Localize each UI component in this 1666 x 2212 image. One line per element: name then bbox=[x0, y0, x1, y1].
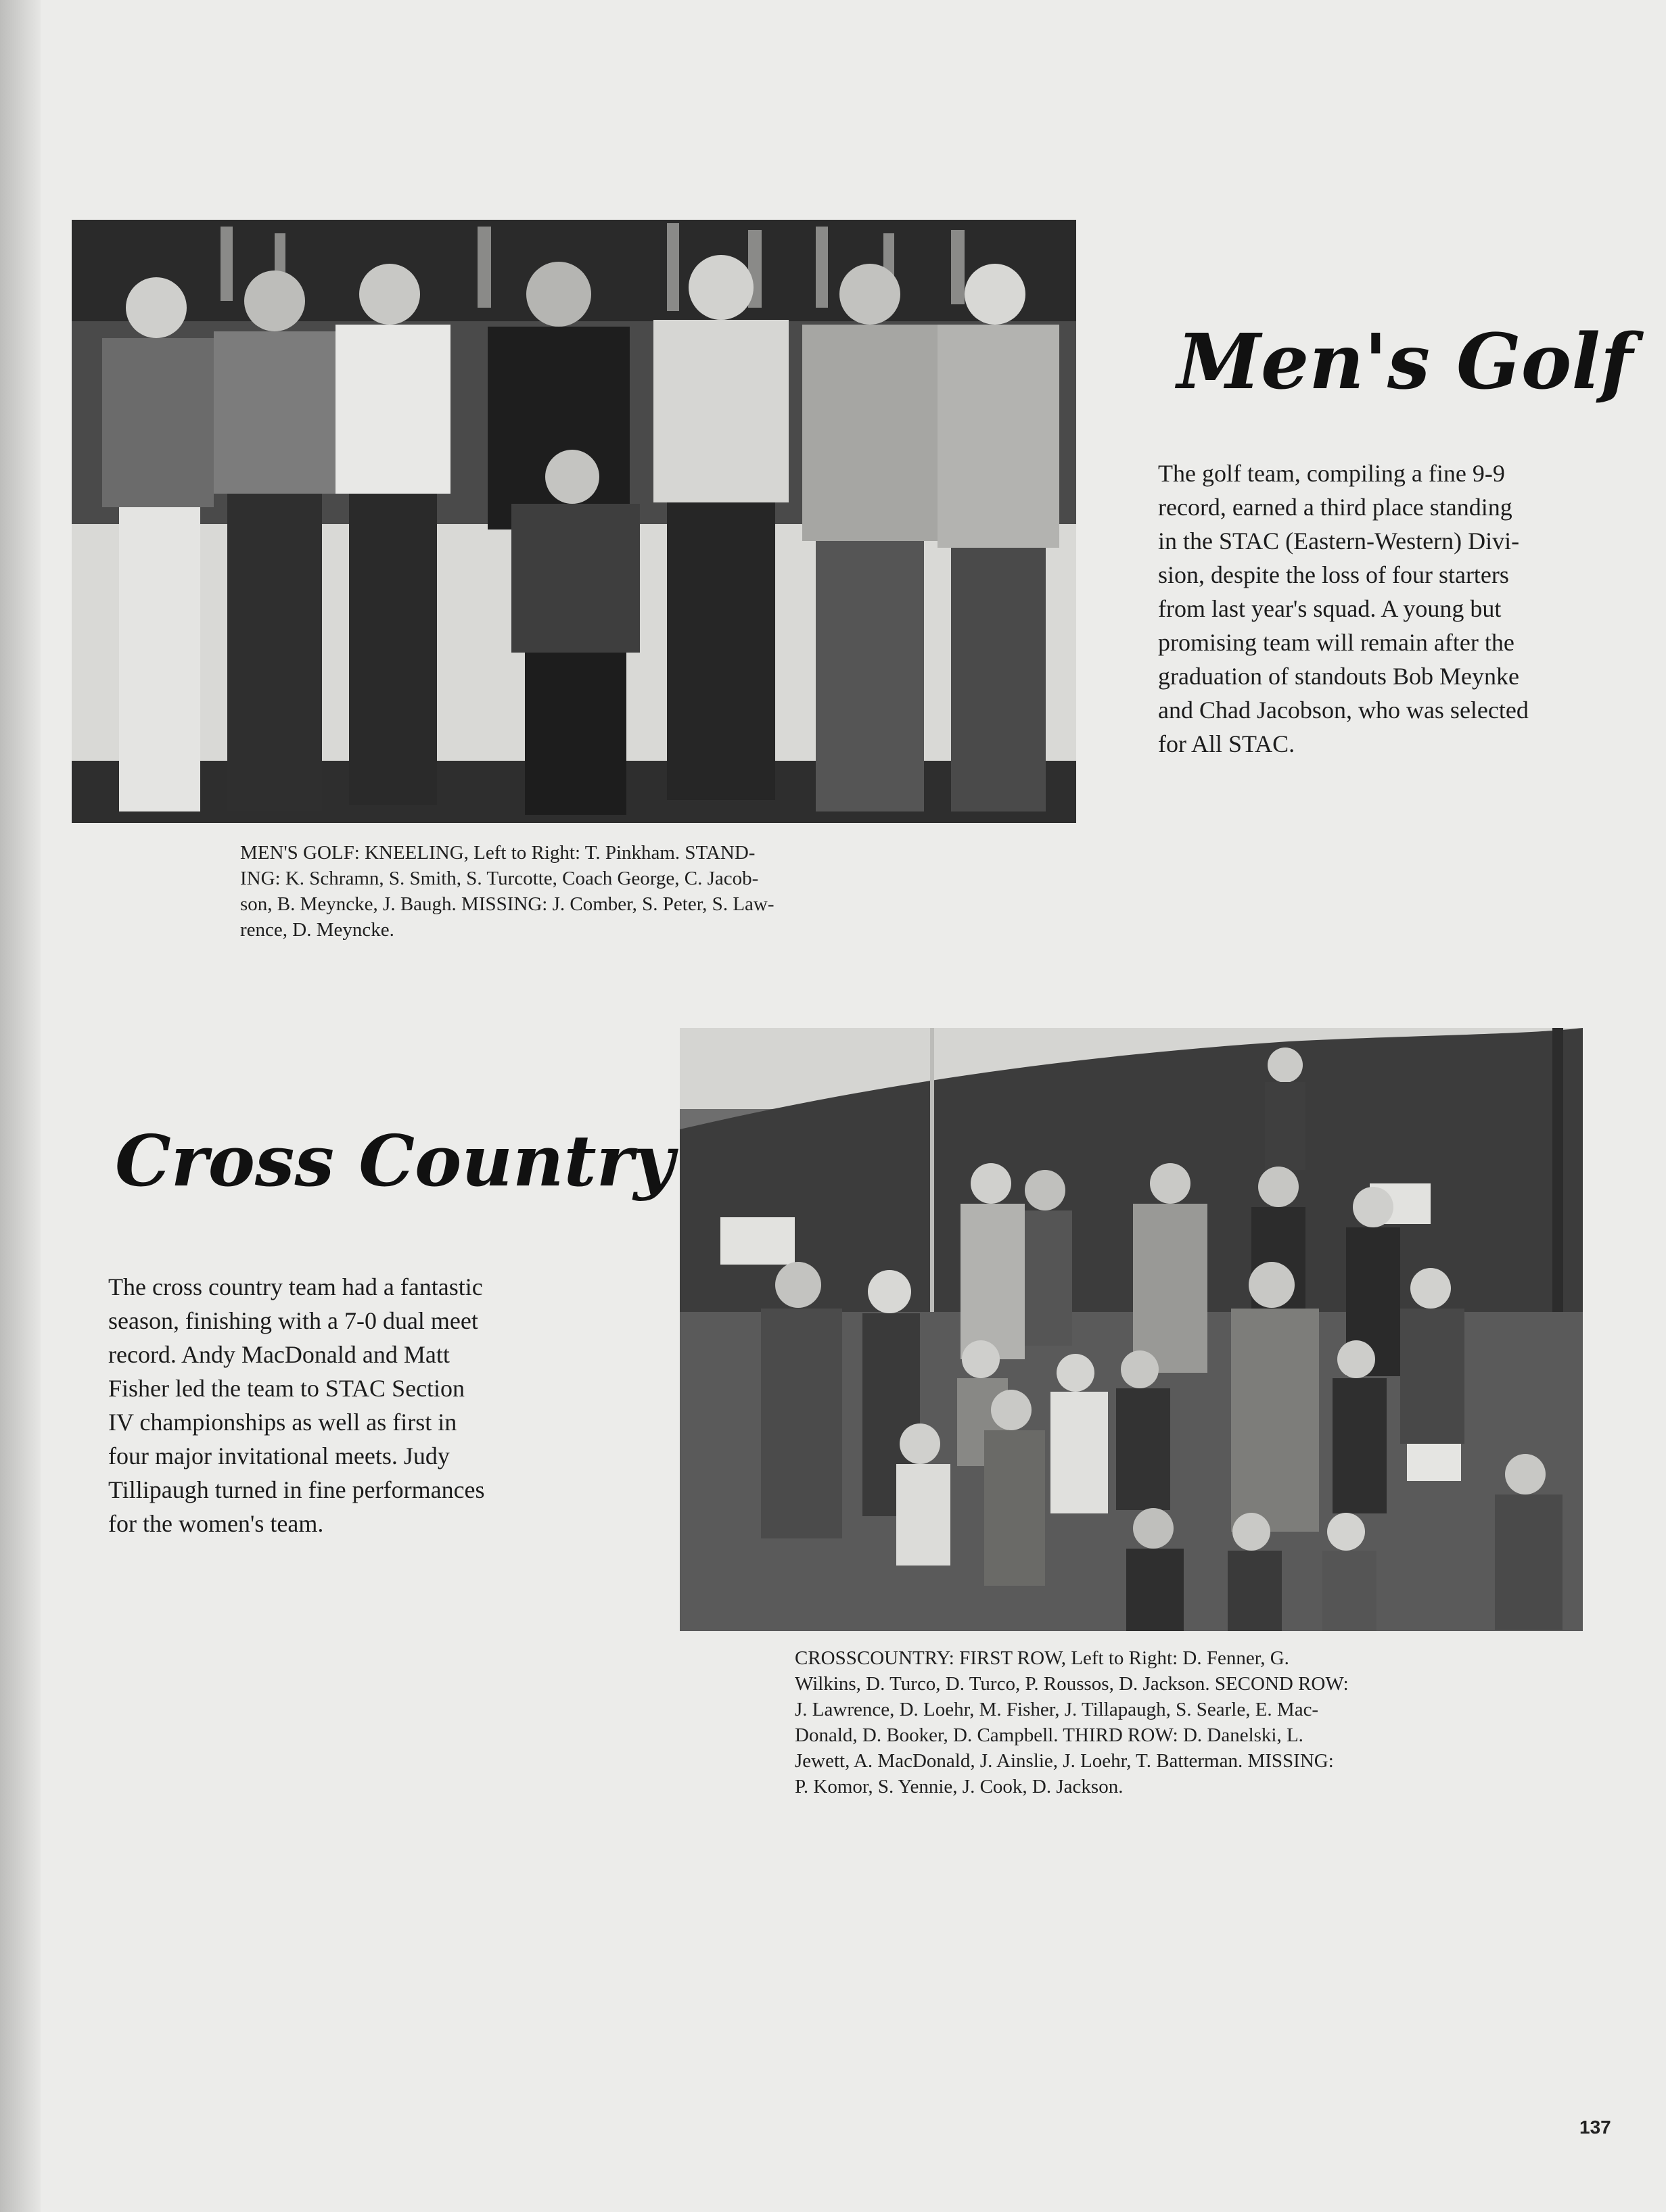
cross-country-body-text bbox=[108, 1270, 582, 1540]
golf-caption-line: son, B. Meyncke, J. Baugh. MISSING: J. Comber, S. Peter, S. Law- bbox=[240, 893, 774, 915]
cross-country-caption-line: P. Komor, S. Yennie, J. Cook, D. Jackson. bbox=[795, 1776, 1124, 1797]
cross-country-caption-line: Donald, D. Booker, D. Campbell. THIRD ROW: D. Danelski, L. bbox=[795, 1724, 1303, 1746]
cross-country-body-line: Fisher led the team to STAC Section bbox=[108, 1375, 465, 1402]
cross-country-body-line: IV championships as well as first in bbox=[108, 1409, 457, 1436]
golf-body-line: in the STAC (Eastern-Western) Divi- bbox=[1158, 527, 1520, 555]
golf-team-photo bbox=[72, 220, 1076, 823]
cross-country-body-line: for the women's team. bbox=[108, 1510, 324, 1537]
cross-country-body-line: record. Andy MacDonald and Matt bbox=[108, 1341, 450, 1368]
cross-country-photo-illustration bbox=[680, 1028, 1583, 1631]
cross-country-caption-line: CROSSCOUNTRY: FIRST ROW, Left to Right: D. Fenner, G. bbox=[795, 1647, 1289, 1669]
golf-body-line: graduation of standouts Bob Meynke bbox=[1158, 663, 1519, 690]
golf-body-line: from last year's squad. A young but bbox=[1158, 595, 1502, 622]
golf-photo-illustration bbox=[72, 220, 1076, 823]
golf-body-text bbox=[1158, 456, 1591, 761]
cross-country-team-photo bbox=[680, 1028, 1583, 1631]
golf-body-line: promising team will remain after the bbox=[1158, 629, 1514, 656]
page-binding-shadow bbox=[0, 0, 41, 2212]
cross-country-body-line: The cross country team had a fantastic bbox=[108, 1273, 483, 1300]
golf-body-line: The golf team, compiling a fine 9-9 bbox=[1158, 460, 1505, 487]
cross-country-caption-line: Jewett, A. MacDonald, J. Ainslie, J. Loehr, T. Batterman. MISSING: bbox=[795, 1750, 1334, 1772]
golf-body-line: sion, despite the loss of four starters bbox=[1158, 561, 1509, 588]
golf-title: Men's Golf bbox=[1177, 318, 1634, 406]
cross-country-body-line: Tillipaugh turned in fine performances bbox=[108, 1476, 485, 1503]
golf-caption-line: MEN'S GOLF: KNEELING, Left to Right: T. Pinkham. STAND- bbox=[240, 842, 756, 864]
golf-body-line: for All STAC. bbox=[1158, 730, 1295, 757]
golf-caption-line: ING: K. Schramn, S. Smith, S. Turcotte, Coach George, C. Jacob- bbox=[240, 868, 759, 889]
golf-photo-caption bbox=[240, 840, 910, 943]
cross-country-caption-line: J. Lawrence, D. Loehr, M. Fisher, J. Tillapaugh, S. Searle, E. Mac- bbox=[795, 1699, 1319, 1720]
golf-body-line: record, earned a third place standing bbox=[1158, 494, 1512, 521]
cross-country-photo-caption bbox=[795, 1645, 1491, 1799]
cross-country-body-line: season, finishing with a 7-0 dual meet bbox=[108, 1307, 478, 1334]
cross-country-caption-line: Wilkins, D. Turco, D. Turco, P. Roussos, D. Jackson. SECOND ROW: bbox=[795, 1673, 1349, 1695]
cross-country-title: Cross Country bbox=[115, 1119, 674, 1202]
golf-caption-line: rence, D. Meyncke. bbox=[240, 919, 394, 941]
page-number: 137 bbox=[1579, 2117, 1611, 2138]
cross-country-body-line: four major invitational meets. Judy bbox=[108, 1442, 450, 1469]
golf-body-line: and Chad Jacobson, who was selected bbox=[1158, 697, 1529, 724]
